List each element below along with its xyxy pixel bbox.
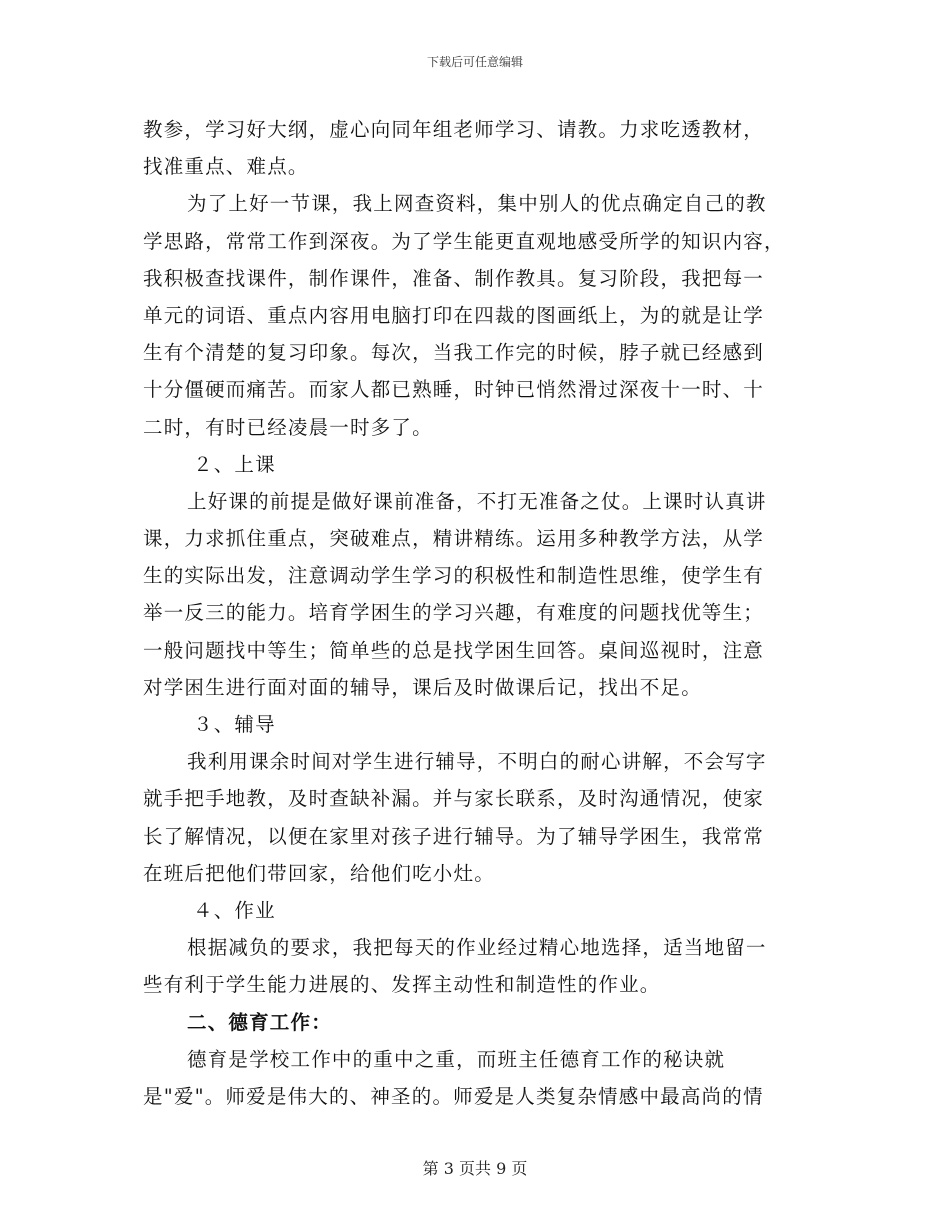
text-line: 举一反三的能力。培育学困生的学习兴趣，有难度的问题找优等生； xyxy=(143,601,765,625)
page-header: 下载后可任意编辑 xyxy=(426,55,523,69)
section-heading-tutoring: ３、辅导 xyxy=(193,713,276,736)
paragraph-start: 我利用课余时间对学生进行辅导，不明白的耐心讲解，不会写字 xyxy=(187,750,767,774)
text-line: 学思路，常常工作到深夜。为了学生能更直观地感受所学的知识内容， xyxy=(143,229,785,253)
text-line: 在班后把他们带回家，给他们吃小灶。 xyxy=(143,861,495,885)
page-number: 第 3 页共 9 页 xyxy=(422,1159,528,1178)
section-heading-teaching: ２、上课 xyxy=(193,452,276,476)
text-line: 一般问题找中等生；简单些的总是找学困生回答。桌间巡视时，注意 xyxy=(143,638,765,662)
paragraph-start: 上好课的前提是做好课前准备，不打无准备之仗。上课时认真讲 xyxy=(187,489,767,513)
paragraph-start: 为了上好一节课，我上网查资料，集中别人的优点确定自己的教 xyxy=(187,192,767,216)
text-line: 我积极查找课件，制作课件，准备、制作教具。复习阶段，我把每一 xyxy=(143,266,765,290)
text-line: 二时，有时已经凌晨一时多了。 xyxy=(143,415,433,439)
text-line: 生有个清楚的复习印象。每次，当我工作完的时候，脖子就已经感到 xyxy=(143,341,765,365)
paragraph-start: 根据减负的要求，我把每天的作业经过精心地选择，适当地留一 xyxy=(187,936,767,960)
text-line: 生的实际出发，注意调动学生学习的积极性和制造性思维，使学生有 xyxy=(143,564,765,588)
text-line: 十分僵硬而痛苦。而家人都已熟睡，时钟已悄然滑过深夜十一时、十 xyxy=(143,378,765,402)
section-heading-moral-education: 二、德育工作： xyxy=(187,1010,332,1034)
paragraph-start: 德育是学校工作中的重中之重，而班主任德育工作的秘诀就 xyxy=(187,1047,726,1071)
text-line: 课，力求抓住重点，突破难点，精讲精练。运用多种教学方法，从学 xyxy=(143,527,765,551)
text-line: 找准重点、难点。 xyxy=(143,155,309,179)
text-line: 长了解情况，以便在家里对孩子进行辅导。为了辅导学困生，我常常 xyxy=(143,824,765,848)
text-line: 是"爱"。师爱是伟大的、神圣的。师爱是人类复杂情感中最高尚的情 xyxy=(143,1084,764,1108)
text-line: 对学困生进行面对面的辅导，课后及时做课后记，找出不足。 xyxy=(143,675,702,699)
text-line: 就手把手地教，及时查缺补漏。并与家长联系，及时沟通情况，使家 xyxy=(143,787,765,811)
text-line: 单元的词语、重点内容用电脑打印在四裁的图画纸上，为的就是让学 xyxy=(143,303,765,327)
section-heading-homework: ４、作业 xyxy=(193,898,276,922)
text-line: 些有利于学生能力进展的、发挥主动性和制造性的作业。 xyxy=(143,973,661,997)
text-line: 教参，学习好大纲，虚心向同年组老师学习、请教。力求吃透教材， xyxy=(143,118,765,141)
document-body xyxy=(143,111,803,1115)
